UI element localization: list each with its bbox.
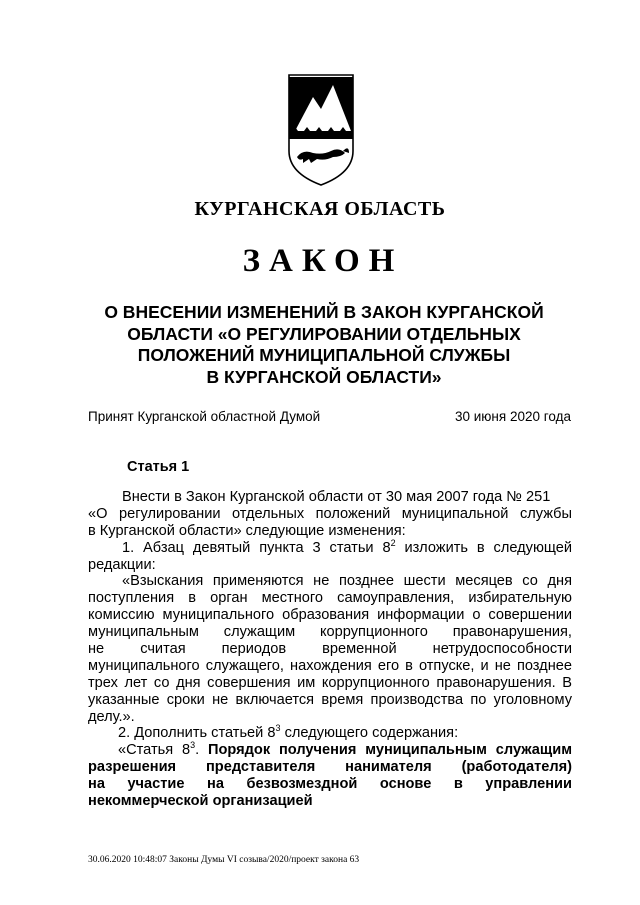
quote-line: комиссию муниципального образования информации о совершении <box>88 607 572 624</box>
quote-line: поступления в орган местного самоуправления, избирательную <box>88 590 572 607</box>
new-article-heading: «Статья $8^3$. Порядок получения муниципальным служащим <box>118 740 572 759</box>
body-line: Внести в Закон Курганской области от 30 мая 2007 года № 251 <box>122 489 551 505</box>
quote-line: муниципального служащего, нахождения его в отпуске, и не позднее <box>88 657 572 674</box>
law-title <box>90 302 558 388</box>
article-body <box>88 489 572 810</box>
law-title-line: О ВНЕСЕНИИ ИЗМЕНЕНИЙ В ЗАКОН КУРГАНСКОЙ <box>104 302 544 322</box>
law-title-line: ПОЛОЖЕНИЙ МУНИЦИПАЛЬНОЙ СЛУЖБЫ <box>137 345 511 365</box>
body-line: редакции: <box>88 556 156 573</box>
quote-line: не считая периодов временной нетрудоспособности <box>88 641 572 658</box>
quote-line: указанные сроки не включается время производства по уголовному <box>88 691 572 708</box>
quote-line: муниципальным служащим коррупционного правонарушения, <box>88 624 572 641</box>
body-line: «О регулировании отдельных положений муниципальной службы <box>88 505 572 522</box>
superscript: 2 <box>390 537 396 548</box>
quote-line: «Взыскания применяются не позднее шести месяцев со дня <box>122 573 572 590</box>
body-line: в Курганской области» следующие изменения: <box>88 522 406 539</box>
superscript: 3 <box>190 740 196 751</box>
region-name: КУРГАНСКАЯ ОБЛАСТЬ <box>194 198 446 220</box>
new-article-line: на участие на безвозмездной основе в управлении <box>88 776 572 793</box>
footer-stamp: 30.06.2020 10:48:07 Законы Думы VI созыва/2020/проект закона 63 <box>88 855 360 865</box>
item-1-line: 1. Абзац девятый пункта 3 статьи $8^2$ изложить в следующей <box>122 537 572 556</box>
quote-line: трех лет со дня совершения им коррупционного правонарушения. В <box>88 674 572 691</box>
adoption-date: 30 июня 2020 года <box>455 409 571 424</box>
new-article-line: некоммерческой организацией <box>88 793 313 810</box>
item-2-line: 2. Дополнить статьей $8^3$ следующего содержания: <box>118 723 459 742</box>
new-article-line: разрешения представителя нанимателя (работодателя) <box>88 759 572 776</box>
quote-line: делу.». <box>88 708 135 725</box>
document-type: ЗАКОН <box>242 243 404 279</box>
adoption-text: Принят Курганской областной Думой <box>88 409 321 424</box>
article-heading: Статья 1 <box>127 459 190 475</box>
law-title-line: ОБЛАСТИ «О РЕГУЛИРОВАНИИ ОТДЕЛЬНЫХ <box>127 323 521 344</box>
coat-of-arms-emblem <box>283 73 359 189</box>
law-title-line: В КУРГАНСКОЙ ОБЛАСТИ» <box>206 366 442 387</box>
superscript: 3 <box>275 723 281 734</box>
